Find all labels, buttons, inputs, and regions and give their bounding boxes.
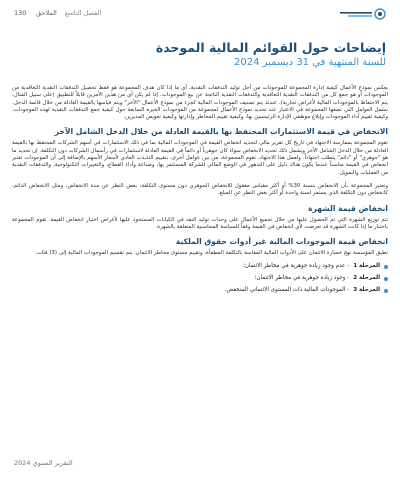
breadcrumb-appendices[interactable]: الملاحق (36, 9, 57, 17)
title-block (56, 40, 386, 70)
company-logo-icon (338, 7, 386, 21)
page-header (14, 7, 386, 21)
stage-level: المرحلة 1 (353, 263, 380, 270)
page-footer: التقرير السنوي 2024 (14, 459, 73, 467)
stage-text: - وجود زيادة جوهرية في مخاطر الائتمان؛ (254, 275, 350, 282)
list-item (12, 263, 388, 270)
section-paragraph: تقوم المجموعة بممارسة الاجتهاد في تاريخ كل تقرير مالي لتحديد انخفاض القيمة في الموجودات المالية بما في ذلك الاستثمارات في أسهم الشركات المحتفظ بها بالقيمة العادلة من خلال الدخل الشامل الآخر ويشمل ذلك تحديد الانخفاض سواء كان جوهرياً أو دائماً في القيمة العادلة لاستثمارات في رأسمال الشركات دون التكلفة. إن تحديد ما هو "جوهري" أو "دائم" يتطلب اجتهاداً. ولعمل هذا الاجتهاد، تقوم المجموعة، من بين عوامل أخرى، بتقييم التذبذب العادي لأسعار الأسهم بالإضافة إلى أن الموجودات تعتبر انخفاض في القيمة مناسباً عندما يكون هناك دليل على التدهور في الوضع المالي للشركة المستثمر بها، وصناعة وأداء القطاع، والتغييرات التكنولوجية، والتدفقات النقدية من العمليات والتمويل. (12, 140, 388, 176)
stages-list (12, 263, 388, 294)
bullet-icon (384, 289, 388, 293)
section-heading-goodwill-impairment: انخفاض قيمة الشهرة (308, 203, 388, 213)
section-paragraph: وتعتبر المجموعة بأن الانخفاض بنسبة 30% أو أكثر مقياس معقول للانخفاض الجوهري دون مستوى التكلفة، بغض النظر عن مدة الانخفاض، ومثل الانخفاض الدائم، كانخفاض دون التكلفة الذي يستمر لسنة واحدة أو أكثر بغض النظر عن المبلغ. (12, 182, 388, 197)
page-title: إيضاحات حول القوائم المالية الموحدة (155, 40, 386, 55)
list-item (12, 275, 388, 282)
intro-paragraph: يعكس نموذج الأعمال كيفية إدارة المجموعة للموجودات من أجل توليد التدفقات النقدية، أي ما إذا كان هدف المجموعة هو فقط تحصيل التدفقات النقدية التعاقدية من الموجودات أو هو جمع كل من التدفقات النقدية التعاقدية والتدفقات النقدية الناتجة عن بيع الموجودات. إذا لم يكن أي من هذين الأمرين قابلاً للتطبيق (على سبيل المثال، يتم الاحتفاظ بالموجودات المالية لأغراض تجارية)، عندئذ يتم تصنيف الموجودات المالية كجزء من نموذج الأعمال "الآخر" ويتم قياسها بالقيمة العادلة من خلال قائمة الدخل. تشمل العوامل التي تضعها المجموعة في الاعتبار عند تحديد نموذج الأعمال لمجموعة من الموجودات الخبرة السابقة حول كيفية جمع التدفقات النقدية لهذه الموجودات، وكيفية تقييم أداء الموجودات وإبلاغ موظفي الإدارة الرئيسيين بها، وكيفية تقييم المخاطر وإدارتها وكيفية تعويض المديرين. (12, 85, 388, 121)
page-number: 130 (14, 9, 27, 17)
bullet-icon (384, 277, 388, 281)
stage-text: - الموجودات المالية ذات المستوى الائتماني المنخفض. (224, 287, 350, 294)
stage-level: المرحلة 2 (353, 275, 380, 282)
section-heading-financial-assets-impairment: انخفاض قيمة الموجودات المالية غير أدوات حقوق الملكية (175, 237, 388, 247)
main-content (12, 85, 388, 299)
page-subtitle: للسنة المنتهية في 31 ديسمبر 2024 (234, 57, 386, 68)
section-paragraph: تتم توزيع الشهرة التي تم الحصول عليها من خلال تجميع الأعمال على وحدات توليد النقد في الكيانات المستحوذ عليها لأغراض اختبار انخفاض القيمة. تقوم المجموعة باختبار ما إذا كانت الشهرة قد تعرضت لأي انخفاض في القيمة وفقاً للسياسة المحاسبية المتعلقة بالشهرة. (12, 216, 388, 230)
stage-level: المرحلة 3 (353, 287, 380, 294)
stage-text: - عدم وجود زيادة جوهرية في مخاطر الائتمان؛ (243, 263, 350, 270)
breadcrumb-chapter[interactable]: الفصل التاسع (64, 9, 102, 17)
bullet-icon (384, 265, 388, 269)
list-item (12, 287, 388, 294)
section-paragraph: تطبق المؤسسة نهج خسارة الائتمان على الأدوات المالية المقاسة بالتكلفة المطفأة، وتقييم مستوى مخاطر الائتمان. يتم تقسيم الموجودات المالية إلى (3) فئات: (34, 250, 388, 257)
section-heading-fvoci-impairment: الانخفاض في قيمة الاستثمارات المحتفظ بها بالقيمة العادلة من خلال الدخل الشامل الآخر (54, 127, 388, 137)
breadcrumb (36, 9, 101, 17)
